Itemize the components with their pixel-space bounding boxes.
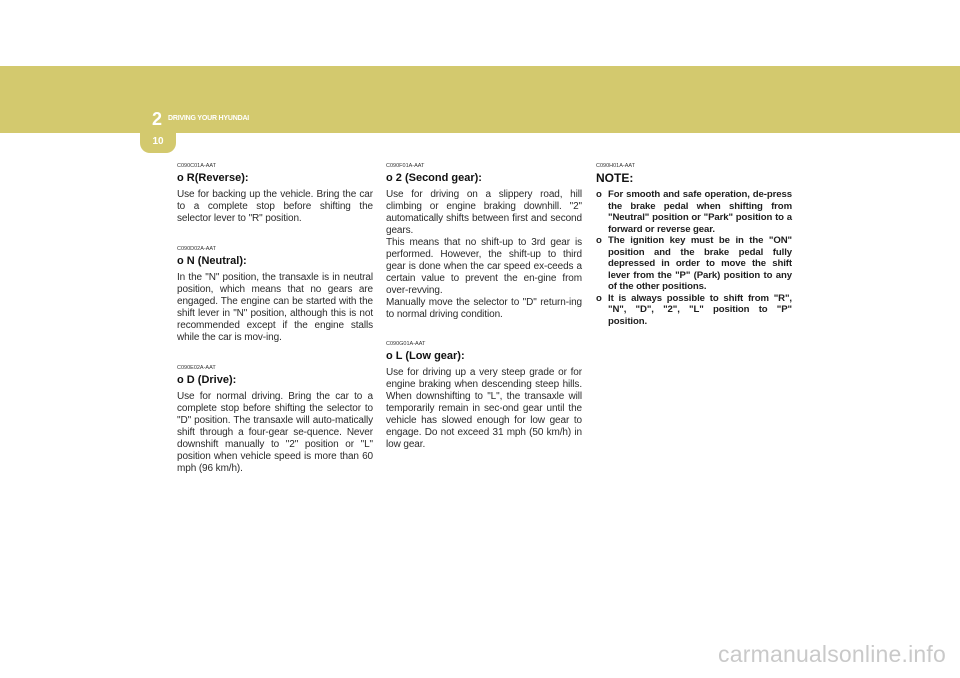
column-1 [177,163,373,496]
note-item [596,189,792,235]
section-code: C090E02A-AAT [177,365,216,371]
section-paragraph: Use for driving on a slippery road, hill climbing or engine braking downhill. "2" automatically shifts between first and second gears. [386,189,582,236]
section-drive [177,365,373,475]
section-code: C090G01A-AAT [386,341,426,347]
chapter-title: DRIVING YOUR HYUNDAI [168,115,250,122]
section-code: C090C01A-AAT [177,163,217,169]
section-paragraph: In the "N" position, the transaxle is in neutral position, which means that no gears are engaged. The engine can be started with the shift lever in "N" position, although this is not recommended except if the engine stalls while the car is mov-ing. [177,272,373,343]
section-second-gear [386,163,582,321]
section-code: C090D02A-AAT [177,246,217,252]
section-code: C090F01A-AAT [386,163,425,169]
note-text: The ignition key must be in the "ON" position and the brake pedal fully depressed in order to move the shift lever from the "P" (Park) position to any of the other positions. [608,235,792,292]
section-heading: o 2 (Second gear): [386,172,482,184]
chapter-number: 2 [152,109,163,129]
section-heading: o L (Low gear): [386,350,465,362]
section-paragraph: This means that no shift-up to 3rd gear is performed. However, the shift-up to third gear is done when the car speed ex-ceeds a certain value to prevent the en-gine from over-revving. [386,237,582,296]
column-2 [386,163,582,472]
note-box [596,163,792,327]
section-paragraph: Use for driving up a very steep grade or for engine braking when descending steep hills. When downshifting to "L", the transaxle will temporarily remain in sec-ond gear until the vehicle has slowed enough for low gear to engage. Do not exceed 31 mph (50 km/h) in low gear. [386,367,582,450]
note-text: For smooth and safe operation, de-press the brake pedal when shifting from "Neutral" position or "Park" position to a forward or reverse gear. [608,189,792,235]
section-low-gear [386,341,582,451]
section-reverse [177,163,373,225]
column-3 [596,163,792,348]
bullet-icon: o [596,292,602,304]
bullet-icon: o [596,235,602,246]
section-code: C090H01A-AAT [596,163,636,169]
note-text: It is always possible to shift from "R", "N", "D", "2", "L" position to "P" position. [608,292,792,327]
section-neutral [177,246,373,344]
section-paragraph: Use for backing up the vehicle. Bring the car to a complete stop before shifting the selector lever to "R" position. [177,189,373,224]
section-heading: o N (Neutral): [177,255,247,267]
section-paragraph: Manually move the selector to "D" return-ing to normal driving condition. [386,297,582,320]
watermark: carmanualsonline.info [718,641,946,667]
header-band-left [0,66,152,133]
note-item [596,293,792,328]
note-item [596,235,792,293]
section-heading: o R(Reverse): [177,172,249,184]
page-number: 10 [152,136,164,147]
section-heading: o D (Drive): [177,374,237,386]
note-heading: NOTE: [596,171,634,185]
section-paragraph: Use for normal driving. Bring the car to a complete stop before shifting the selector to "D" position. The transaxle will auto-matically shift through a four-gear se-quence. Never downshift manually to "2" position or "L" position when vehicle speed is more than 60 mph (96 km/h). [177,391,373,474]
note-list [596,189,792,327]
bullet-icon: o [596,189,602,200]
header-band [152,66,960,133]
